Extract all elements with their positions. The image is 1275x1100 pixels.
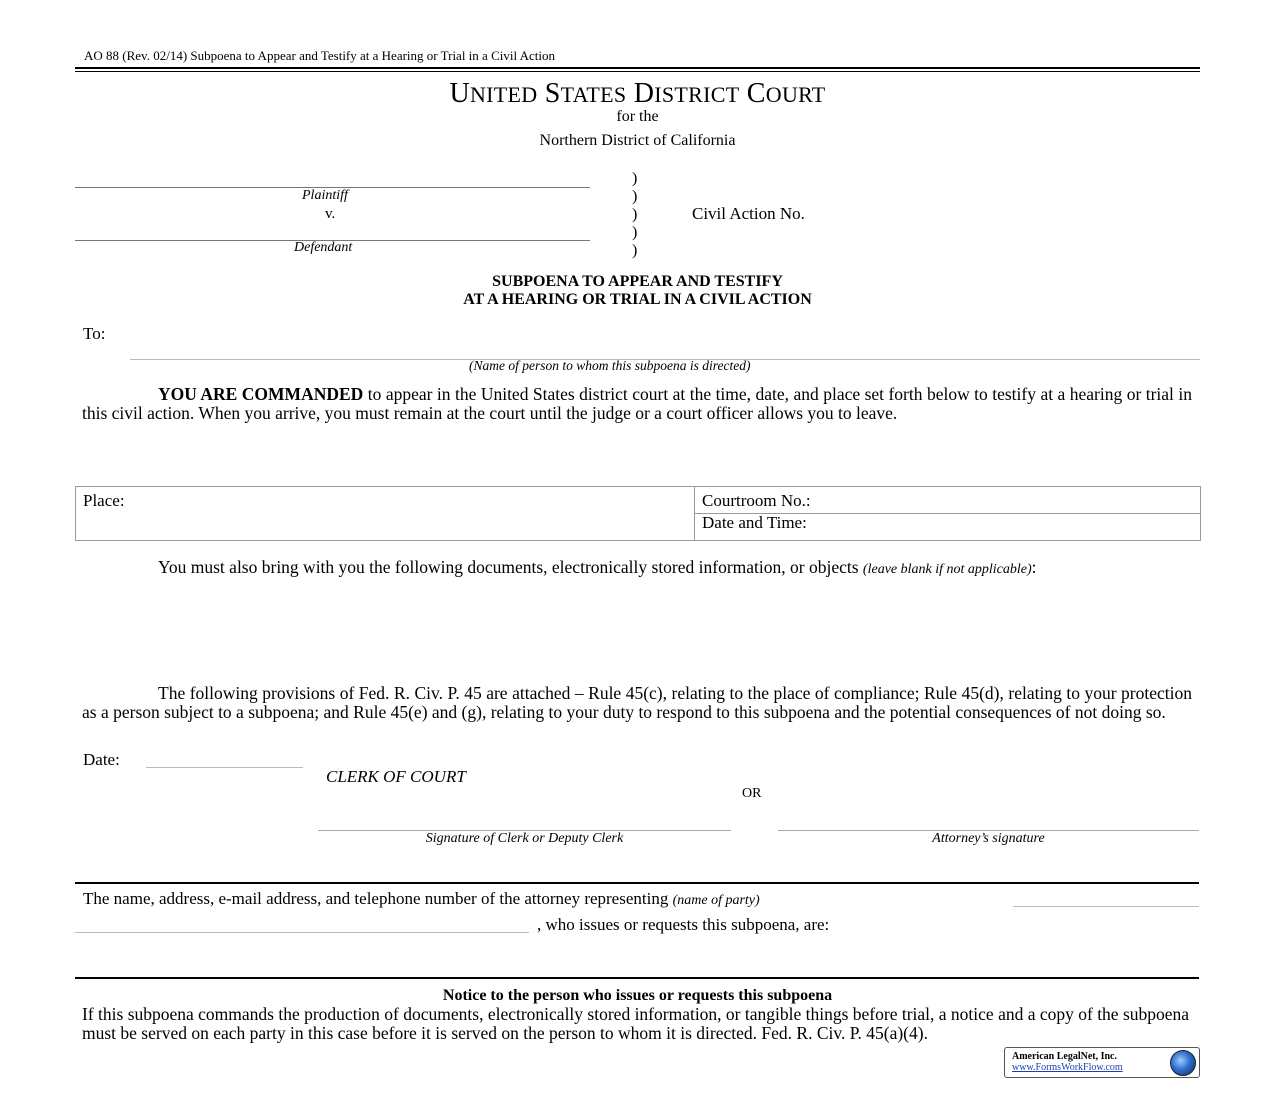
or-label: OR xyxy=(742,786,762,801)
issues-text: , who issues or requests this subpoena, are: xyxy=(537,915,830,934)
provisions-paragraph: The following provisions of Fed. R. Civ. P. 45 are attached – Rule 45(c), relating to the place of compliance; Rule 45(d), relating to your protection as a person subject to a subpoena; and Rule 45(e) and (g), relating to your duty to respond to this subpoena and the potential consequences of not doing so. xyxy=(82,683,1192,722)
plaintiff-label: Plaintiff xyxy=(302,188,348,203)
logo-company-name: American LegalNet, Inc. xyxy=(1012,1051,1117,1062)
command-paragraph: YOU ARE COMMANDED to appear in the United States district court at the time, date, and place set forth below to testify at a hearing or trial in this civil action. When you arrive, you must remain at the court until the judge or a court officer allows you to leave. xyxy=(82,384,1192,423)
caption-paren: ) xyxy=(632,224,638,241)
civil-action-label: Civil Action No. xyxy=(692,204,805,223)
attorney-info-text: The name, address, e-mail address, and telephone number of the attorney representing (name of party) xyxy=(83,889,760,908)
caption-paren: ) xyxy=(632,206,638,223)
caption-paren: ) xyxy=(632,170,638,187)
court-title: UNITED STATES DISTRICT COURT xyxy=(449,78,826,109)
notice-heading: Notice to the person who issues or requests this subpoena xyxy=(442,987,833,1004)
doc-title-line1: SUBPOENA TO APPEAR AND TESTIFY xyxy=(492,273,783,290)
globe-icon xyxy=(1170,1050,1196,1076)
doc-title-line2: AT A HEARING OR TRIAL IN A CIVIL ACTION xyxy=(463,291,812,308)
for-the: for the xyxy=(616,108,659,125)
date-label: Date: xyxy=(83,750,120,769)
place-label: Place: xyxy=(83,491,125,510)
courtroom-label: Courtroom No.: xyxy=(702,491,811,510)
logo-url-link[interactable]: www.FormsWorkFlow.com xyxy=(1012,1062,1123,1073)
date-line[interactable] xyxy=(146,767,303,768)
clerk-signature-caption: Signature of Clerk or Deputy Clerk xyxy=(425,831,624,846)
caption-paren: ) xyxy=(632,242,638,259)
form-id: AO 88 (Rev. 02/14) Subpoena to Appear and Testify at a Hearing or Trial in a Civil Action xyxy=(84,48,555,63)
versus: v. xyxy=(325,206,336,222)
american-legalnet-logo[interactable] xyxy=(1004,1047,1200,1078)
to-label: To: xyxy=(83,324,106,343)
header-rule-bottom xyxy=(75,71,1200,72)
documents-paragraph: You must also bring with you the following documents, electronically stored information, or objects (leave blank if not applicable): xyxy=(158,557,1037,577)
attorney-section-rule xyxy=(75,882,1199,884)
party-name-line-2[interactable] xyxy=(75,932,529,933)
district-name: Northern District of California xyxy=(539,132,736,149)
header-rule-top xyxy=(75,67,1200,69)
party-name-line[interactable] xyxy=(1013,906,1199,907)
clerk-label: CLERK OF COURT xyxy=(326,767,466,786)
defendant-label: Defendant xyxy=(294,240,353,255)
datetime-label: Date and Time: xyxy=(702,513,807,532)
caption-paren: ) xyxy=(632,188,638,205)
recipient-caption: (Name of person to whom this subpoena is directed) xyxy=(469,358,751,373)
notice-text: If this subpoena commands the production of documents, electronically stored information, or tangible things before trial, a notice and a copy of the subpoena must be served on each party in this case before it is served on the person to whom it is directed. Fed. R. Civ. P. 45(a)(4). xyxy=(82,1004,1190,1043)
attorney-signature-caption: Attorney’s signature xyxy=(932,831,1045,846)
notice-section-rule xyxy=(75,977,1199,979)
